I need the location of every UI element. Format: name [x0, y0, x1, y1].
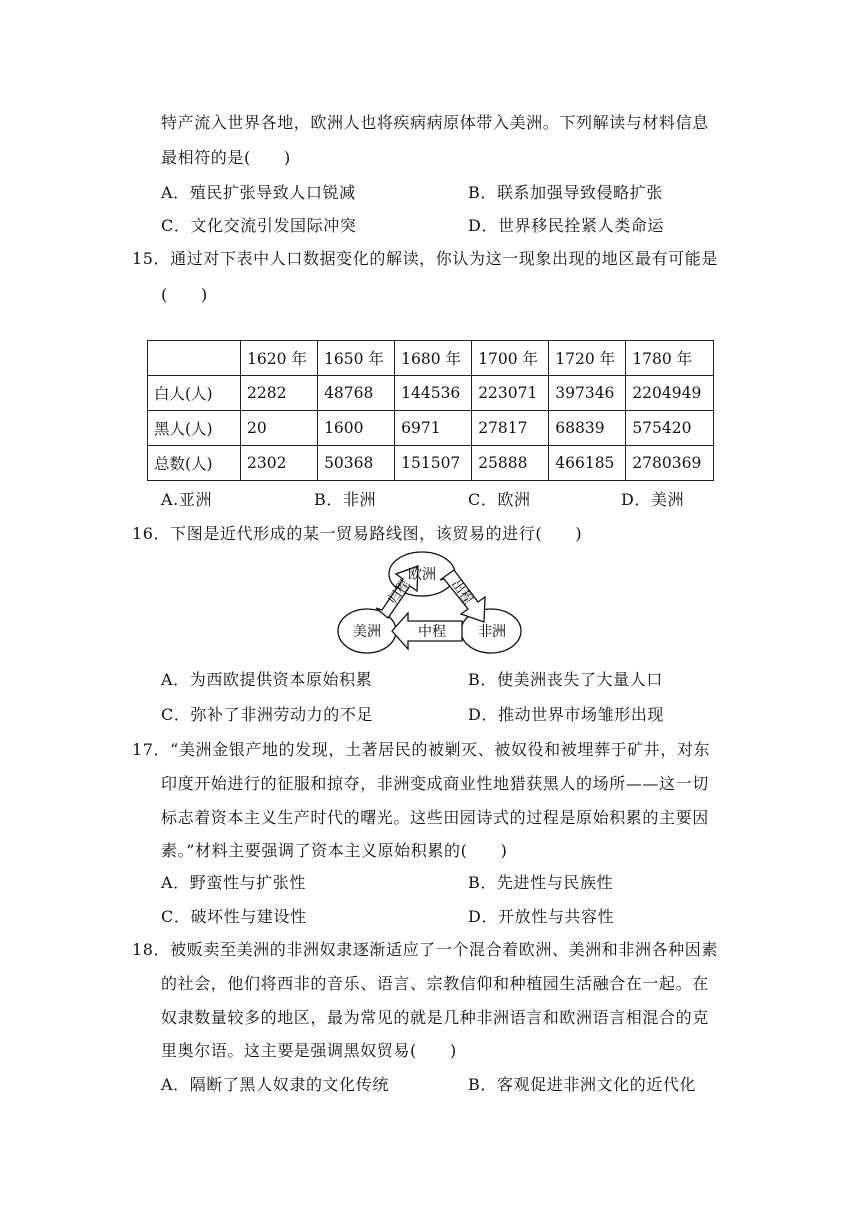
table-cell: 27817 — [472, 411, 549, 446]
q16-option-b: B．使美洲丧失了大量人口 — [468, 670, 663, 689]
q17-text-line-2: 印度开始进行的征服和掠夺，非洲变成商业性地猎获黑人的场所——这一切 — [161, 774, 709, 793]
q15-text-line-1 — [132, 246, 718, 269]
q17-option-b: B．先进性与民族性 — [468, 873, 614, 892]
table-header-cell: 1700 年 — [472, 341, 549, 376]
q16-number: 16． — [132, 524, 171, 543]
table-cell: 2282 — [241, 376, 318, 411]
america-label: 美洲 — [353, 624, 381, 640]
q17-option-a: A．野蛮性与扩张性 — [161, 873, 306, 892]
q14-text-line-2: 最相符的是( ) — [161, 148, 291, 167]
table-row — [148, 446, 714, 481]
table-cell: 68839 — [549, 411, 626, 446]
q14-option-b: B．联系加强导致侵略扩张 — [468, 183, 663, 202]
q17-text-line-3: 标志着资本主义生产时代的曙光。这些田园诗式的过程是原始积累的主要因 — [161, 808, 709, 827]
q18-option-a: A．隔断了黑人奴隶的文化传统 — [161, 1075, 389, 1094]
q16-option-c: C．弥补了非洲劳动力的不足 — [161, 705, 374, 724]
q18-text-line-1 — [132, 937, 718, 960]
q16-stem: 下图是近代形成的某一贸易路线图，该贸易的进行( ) — [170, 524, 583, 543]
table-cell: 48768 — [318, 376, 395, 411]
table-cell: 466185 — [549, 446, 626, 481]
table-header-cell: 1780 年 — [626, 341, 714, 376]
table-header-row — [148, 341, 714, 376]
q16-text-line-1 — [132, 521, 582, 544]
table-cell: 20 — [241, 411, 318, 446]
table-cell: 223071 — [472, 376, 549, 411]
table-cell: 575420 — [626, 411, 714, 446]
table-header-cell: 1720 年 — [549, 341, 626, 376]
return-label: 归程 — [385, 577, 414, 608]
q15-option-b: B．非洲 — [314, 490, 377, 509]
table-cell: 50368 — [318, 446, 395, 481]
table-cell: 397346 — [549, 376, 626, 411]
q17-option-d: D．开放性与共容性 — [468, 907, 615, 926]
triangular-trade-diagram — [336, 548, 526, 656]
q15-option-a: A.亚洲 — [161, 490, 213, 509]
q14-option-c: C．文化交流引发国际冲突 — [161, 216, 357, 235]
q16-option-d: D．推动世界市场雏形出现 — [468, 705, 665, 724]
q18-number: 18． — [132, 940, 171, 959]
q14-option-a: A．殖民扩张导致人口锐减 — [161, 183, 356, 202]
table-row-label: 白人(人) — [148, 376, 241, 411]
outbound-label: 出程 — [447, 577, 476, 608]
q18-option-b: B．客观促进非洲文化的近代化 — [468, 1075, 697, 1094]
q15-option-d: D．美洲 — [621, 490, 685, 509]
q15-number: 15． — [132, 249, 171, 268]
q17-stem: “美洲金银产地的发现，土著居民的被剿灭、被奴役和被埋葬于矿井，对东 — [170, 740, 711, 759]
table-row — [148, 376, 714, 411]
table-header-cell: 1620 年 — [241, 341, 318, 376]
middle-passage-label: 中程 — [418, 624, 446, 640]
table-cell: 1600 — [318, 411, 395, 446]
q17-number: 17． — [132, 740, 171, 759]
table-row-label: 总数(人) — [148, 446, 241, 481]
q16-option-a: A．为西欧提供资本原始积累 — [161, 670, 373, 689]
table-cell: 2780369 — [626, 446, 714, 481]
table-cell: 144536 — [395, 376, 472, 411]
table-cell: 25888 — [472, 446, 549, 481]
q15-text-line-2: ( ) — [161, 285, 208, 304]
table-header-cell — [148, 341, 241, 376]
q18-text-line-3: 奴隶数量较多的地区，最为常见的就是几种非洲语言和欧洲语言相混合的克 — [161, 1008, 709, 1027]
table-header-cell: 1680 年 — [395, 341, 472, 376]
q17-text-line-4: 素。”材料主要强调了资本主义原始积累的( ) — [161, 841, 508, 860]
q14-option-d: D．世界移民拴紧人类命运 — [468, 216, 665, 235]
table-cell: 2302 — [241, 446, 318, 481]
population-table — [147, 340, 714, 481]
africa-label: 非洲 — [478, 624, 506, 640]
table-row — [148, 411, 714, 446]
q15-option-c: C．欧洲 — [468, 490, 531, 509]
q18-text-line-4: 里奥尔语。这主要是强调黑奴贸易( ) — [161, 1041, 457, 1060]
table-row-label: 黑人(人) — [148, 411, 241, 446]
q17-text-line-1 — [132, 737, 710, 760]
table-cell: 6971 — [395, 411, 472, 446]
q17-option-c: C．破坏性与建设性 — [161, 907, 307, 926]
q15-stem: 通过对下表中人口数据变化的解读，你认为这一现象出现的地区最有可能是 — [170, 249, 718, 268]
table-cell: 2204949 — [626, 376, 714, 411]
q14-text-line-1: 特产流入世界各地，欧洲人也将疾病病原体带入美洲。下列解读与材料信息 — [161, 113, 709, 132]
q18-stem: 被贩卖至美洲的非洲奴隶逐渐适应了一个混合着欧洲、美洲和非洲各种因素 — [170, 940, 718, 959]
q18-text-line-2: 的社会，他们将西非的音乐、语言、宗教信仰和种植园生活融合在一起。在 — [161, 974, 709, 993]
table-header-cell: 1650 年 — [318, 341, 395, 376]
europe-label: 欧洲 — [408, 567, 436, 583]
table-cell: 151507 — [395, 446, 472, 481]
